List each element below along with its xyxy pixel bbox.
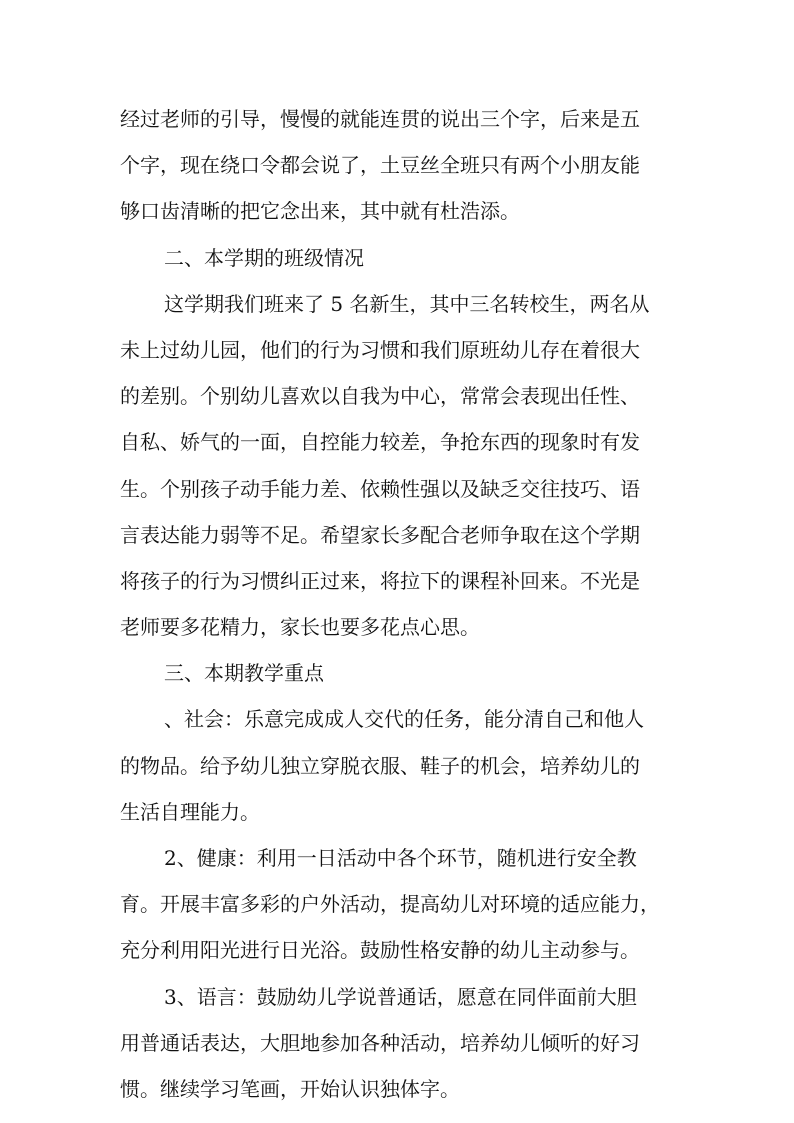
document-body <box>120 96 690 1112</box>
text-line: 自私、娇气的一面，自控能力较差，争抢东西的现象时有发 <box>120 430 640 455</box>
text-line: 充分利用阳光进行日光浴。鼓励性格安静的幼儿主动参与。 <box>120 938 640 963</box>
text-line: 3、语言：鼓励幼儿学说普通话，愿意在同伴面前大胆 <box>164 984 637 1009</box>
text-line: 个字，现在绕口令都会说了，土豆丝全班只有两个小朋友能 <box>120 153 640 178</box>
text-line: 2、健康：利用一日活动中各个环节，随机进行安全教 <box>164 846 637 870</box>
text-line: 经过老师的引导，慢慢的就能连贯的说出三个字，后来是五 <box>120 107 640 131</box>
text-line: 三、本期教学重点 <box>164 661 324 686</box>
text-line: 够口齿清晰的把它念出来，其中就有杜浩添。 <box>120 199 520 224</box>
text-line: 生。个别孩子动手能力差、依赖性强以及缺乏交往技巧、语 <box>120 476 640 501</box>
text-line: 言表达能力弱等不足。希望家长多配合老师争取在这个学期 <box>120 522 640 547</box>
text-line: 生活自理能力。 <box>120 799 260 824</box>
text-line: 育。开展丰富多彩的户外活动，提高幼儿对环境的适应能力， <box>120 892 660 917</box>
text-line: 将孩子的行为习惯纠正过来，将拉下的课程补回来。不光是 <box>120 568 640 593</box>
text-line: 老师要多花精力，家长也要多花点心思。 <box>120 615 480 640</box>
text-line: 这学期我们班来了 5 名新生，其中三名转校生，两名从 <box>164 291 650 316</box>
text-line: 用普通话表达，大胆地参加各种活动，培养幼儿倾听的好习 <box>120 1030 640 1055</box>
text-line: 未上过幼儿园，他们的行为习惯和我们原班幼儿存在着很大 <box>120 337 640 362</box>
text-line: 、社会：乐意完成成人交代的任务，能分清自己和他人 <box>164 707 644 732</box>
text-line: 惯。继续学习笔画，开始认识独体字。 <box>120 1076 460 1101</box>
text-line: 的物品。给予幼儿独立穿脱衣服、鞋子的机会，培养幼儿的 <box>120 753 640 778</box>
text-line: 二、本学期的班级情况 <box>164 245 364 270</box>
text-line: 的差别。个别幼儿喜欢以自我为中心，常常会表现出任性、 <box>120 384 640 409</box>
